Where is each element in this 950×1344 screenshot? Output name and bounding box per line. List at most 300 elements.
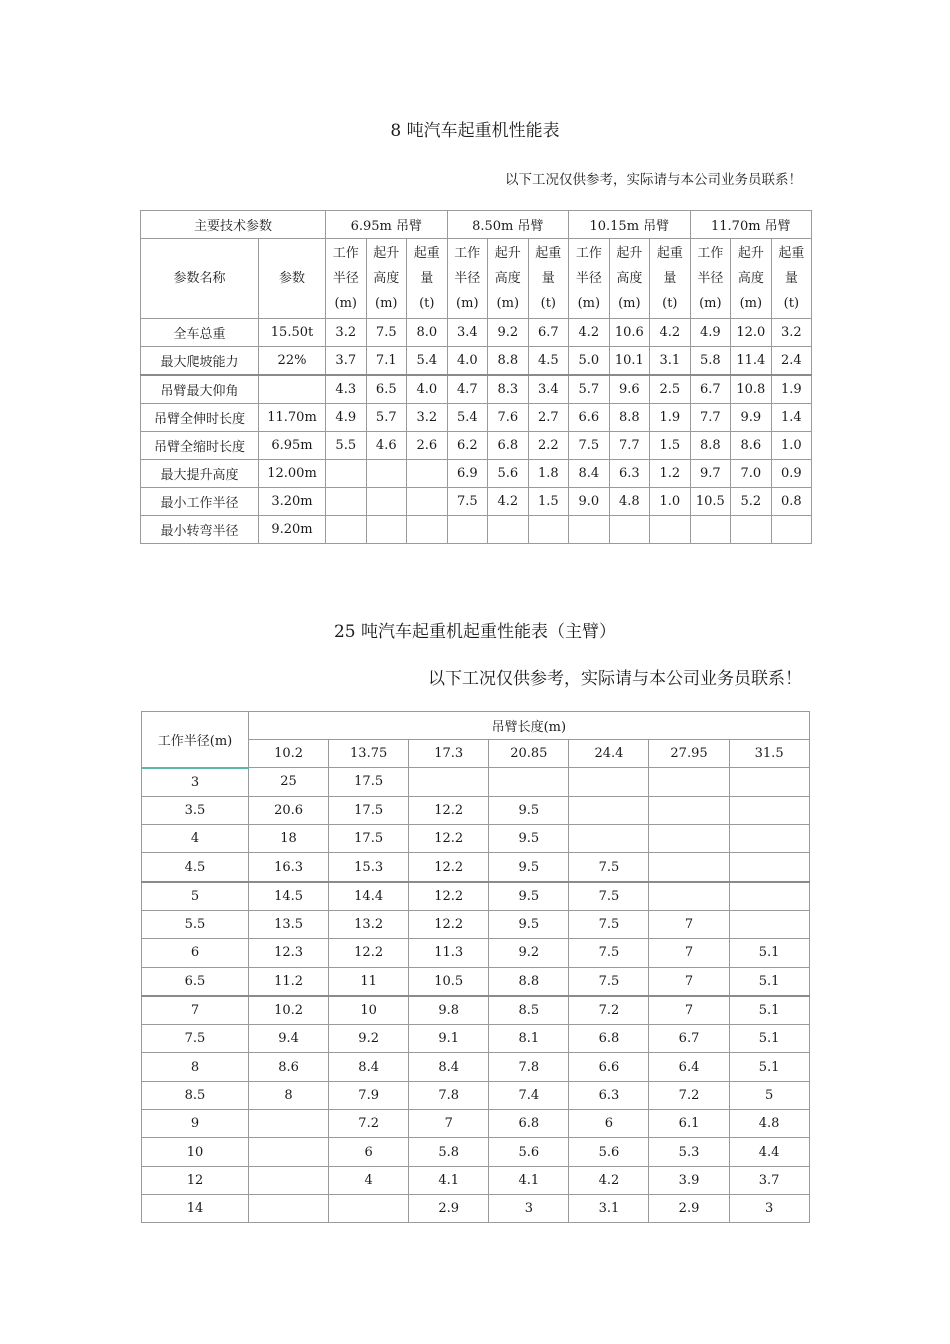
data-cell: 9.9	[731, 404, 772, 432]
data-cell: 2.6	[407, 432, 448, 460]
param-value-cell: 3.20m	[259, 488, 326, 516]
data-cell: 7.6	[488, 404, 529, 432]
radius-cell: 9	[142, 1110, 249, 1138]
data-cell: 4.3	[326, 375, 367, 404]
header-main-params: 主要技术参数	[141, 211, 326, 239]
capacity-cell: 12.2	[329, 939, 409, 967]
data-cell: 8.0	[407, 319, 448, 347]
table-row	[141, 375, 812, 404]
capacity-cell	[329, 1194, 409, 1222]
param-value-cell: 22%	[259, 347, 326, 376]
data-cell: 4.5	[528, 347, 569, 376]
subheader-cell: 工作 半径 (m)	[447, 239, 488, 319]
data-cell: 6.8	[488, 432, 529, 460]
capacity-cell: 2.9	[649, 1194, 729, 1222]
param-name-cell: 吊臂最大仰角	[141, 375, 259, 404]
param-name-cell: 最小转弯半径	[141, 516, 259, 544]
table-row	[142, 1166, 810, 1194]
capacity-cell: 9.5	[489, 882, 569, 911]
header-param-name: 参数名称	[141, 239, 259, 319]
capacity-cell: 13.5	[249, 910, 329, 938]
capacity-cell: 4.1	[489, 1166, 569, 1194]
data-cell	[731, 516, 772, 544]
table-row	[141, 516, 812, 544]
radius-cell: 10	[142, 1138, 249, 1166]
capacity-cell: 14.4	[329, 882, 409, 911]
radius-cell: 6.5	[142, 967, 249, 996]
capacity-cell: 25	[249, 768, 329, 797]
capacity-cell: 5.8	[409, 1138, 489, 1166]
table-row	[142, 825, 810, 853]
header-boom: 10.15m 吊臂	[569, 211, 691, 239]
capacity-cell: 9.2	[489, 939, 569, 967]
capacity-cell: 9.5	[489, 910, 569, 938]
data-cell: 3.2	[771, 319, 812, 347]
data-cell: 4.7	[447, 375, 488, 404]
capacity-cell: 7.5	[569, 882, 649, 911]
capacity-cell	[249, 1110, 329, 1138]
data-cell	[407, 516, 448, 544]
capacity-cell: 7	[409, 1110, 489, 1138]
data-cell: 10.6	[609, 319, 650, 347]
radius-cell: 4	[142, 825, 249, 853]
boom-length-cell: 31.5	[729, 740, 809, 768]
capacity-cell: 8	[249, 1081, 329, 1109]
capacity-cell: 8.5	[489, 996, 569, 1025]
data-cell: 2.5	[650, 375, 691, 404]
capacity-cell: 15.3	[329, 853, 409, 882]
param-value-cell: 12.00m	[259, 460, 326, 488]
data-cell: 1.9	[771, 375, 812, 404]
subheader-cell: 工作 半径 (m)	[690, 239, 731, 319]
capacity-cell: 20.6	[249, 796, 329, 824]
data-cell: 3.2	[407, 404, 448, 432]
radius-cell: 3.5	[142, 796, 249, 824]
data-cell: 4.2	[650, 319, 691, 347]
capacity-cell: 17.5	[329, 768, 409, 797]
data-cell: 6.7	[690, 375, 731, 404]
capacity-cell: 6	[329, 1138, 409, 1166]
table-row	[142, 768, 810, 797]
capacity-cell: 5.1	[729, 967, 809, 996]
data-cell: 6.3	[609, 460, 650, 488]
data-cell: 4.2	[569, 319, 610, 347]
table-row	[142, 939, 810, 967]
radius-cell: 8	[142, 1053, 249, 1081]
param-name-cell: 吊臂全伸时长度	[141, 404, 259, 432]
capacity-cell: 3	[489, 1194, 569, 1222]
data-cell: 10.8	[731, 375, 772, 404]
data-cell: 7.7	[609, 432, 650, 460]
data-cell: 7.7	[690, 404, 731, 432]
table-row	[141, 347, 812, 376]
data-cell	[407, 488, 448, 516]
capacity-cell: 7.2	[649, 1081, 729, 1109]
data-cell	[650, 516, 691, 544]
capacity-cell	[649, 796, 729, 824]
capacity-cell: 10.5	[409, 967, 489, 996]
data-cell: 5.6	[488, 460, 529, 488]
subheader-cell: 起重 量 (t)	[650, 239, 691, 319]
data-cell	[447, 516, 488, 544]
data-cell: 6.9	[447, 460, 488, 488]
capacity-cell: 8.6	[249, 1053, 329, 1081]
data-cell: 9.2	[488, 319, 529, 347]
data-cell: 4.0	[447, 347, 488, 376]
param-value-cell: 6.95m	[259, 432, 326, 460]
capacity-cell: 4.1	[409, 1166, 489, 1194]
data-cell: 9.7	[690, 460, 731, 488]
capacity-cell: 12.3	[249, 939, 329, 967]
data-cell	[407, 460, 448, 488]
data-cell: 1.2	[650, 460, 691, 488]
capacity-cell: 16.3	[249, 853, 329, 882]
capacity-cell	[729, 882, 809, 911]
data-cell: 6.6	[569, 404, 610, 432]
data-cell	[609, 516, 650, 544]
capacity-cell	[569, 796, 649, 824]
table-row	[142, 967, 810, 996]
data-cell: 5.8	[690, 347, 731, 376]
data-cell: 2.2	[528, 432, 569, 460]
data-cell: 8.8	[609, 404, 650, 432]
capacity-cell: 6.8	[569, 1025, 649, 1053]
table1-subheader-row	[141, 239, 812, 319]
data-cell: 8.6	[731, 432, 772, 460]
capacity-cell: 5.1	[729, 996, 809, 1025]
data-cell	[690, 516, 731, 544]
subheader-cell: 起升 高度 (m)	[609, 239, 650, 319]
capacity-cell: 5.1	[729, 939, 809, 967]
capacity-cell: 5.6	[569, 1138, 649, 1166]
capacity-cell: 10.2	[249, 996, 329, 1025]
data-cell: 7.5	[366, 319, 407, 347]
capacity-cell: 7.8	[489, 1053, 569, 1081]
crane-25t-performance-table	[141, 711, 810, 1223]
table-row	[141, 319, 812, 347]
data-cell: 3.4	[528, 375, 569, 404]
capacity-cell: 4.8	[729, 1110, 809, 1138]
capacity-cell: 6.7	[649, 1025, 729, 1053]
data-cell: 1.4	[771, 404, 812, 432]
capacity-cell: 5.1	[729, 1025, 809, 1053]
boom-length-cell: 20.85	[489, 740, 569, 768]
radius-cell: 14	[142, 1194, 249, 1222]
capacity-cell	[649, 825, 729, 853]
capacity-cell: 7.5	[569, 853, 649, 882]
data-cell: 1.8	[528, 460, 569, 488]
capacity-cell: 12.2	[409, 796, 489, 824]
capacity-cell: 6.4	[649, 1053, 729, 1081]
capacity-cell: 14.5	[249, 882, 329, 911]
data-cell: 7.5	[447, 488, 488, 516]
capacity-cell: 8.1	[489, 1025, 569, 1053]
capacity-cell	[489, 768, 569, 797]
capacity-cell: 5	[729, 1081, 809, 1109]
capacity-cell: 12.2	[409, 882, 489, 911]
data-cell: 8.8	[690, 432, 731, 460]
capacity-cell: 7	[649, 910, 729, 938]
data-cell: 0.8	[771, 488, 812, 516]
data-cell: 6.7	[528, 319, 569, 347]
data-cell	[569, 516, 610, 544]
capacity-cell: 7.2	[569, 996, 649, 1025]
param-name-cell: 最大提升高度	[141, 460, 259, 488]
data-cell: 3.2	[326, 319, 367, 347]
capacity-cell	[649, 882, 729, 911]
param-value-cell: 9.20m	[259, 516, 326, 544]
capacity-cell: 6	[569, 1110, 649, 1138]
capacity-cell	[569, 825, 649, 853]
subheader-cell: 起重 量 (t)	[528, 239, 569, 319]
subheader-cell: 工作 半径 (m)	[326, 239, 367, 319]
param-name-cell: 最小工作半径	[141, 488, 259, 516]
capacity-cell	[569, 768, 649, 797]
capacity-cell: 3.9	[649, 1166, 729, 1194]
header-boom: 6.95m 吊臂	[326, 211, 448, 239]
data-cell	[326, 460, 367, 488]
param-name-cell: 最大爬坡能力	[141, 347, 259, 376]
data-cell: 6.2	[447, 432, 488, 460]
radius-cell: 7.5	[142, 1025, 249, 1053]
capacity-cell: 9.5	[489, 796, 569, 824]
capacity-cell: 11.2	[249, 967, 329, 996]
header-boom: 8.50m 吊臂	[447, 211, 569, 239]
capacity-cell: 17.5	[329, 825, 409, 853]
subheader-cell: 起升 高度 (m)	[366, 239, 407, 319]
capacity-cell: 7.2	[329, 1110, 409, 1138]
capacity-cell: 6.6	[569, 1053, 649, 1081]
param-name-cell: 全车总重	[141, 319, 259, 347]
table-row	[141, 432, 812, 460]
radius-cell: 5.5	[142, 910, 249, 938]
data-cell	[366, 516, 407, 544]
table-row	[141, 460, 812, 488]
data-cell: 8.8	[488, 347, 529, 376]
data-cell: 10.1	[609, 347, 650, 376]
radius-cell: 4.5	[142, 853, 249, 882]
data-cell: 5.0	[569, 347, 610, 376]
data-cell: 12.0	[731, 319, 772, 347]
subheader-cell: 起升 高度 (m)	[731, 239, 772, 319]
param-name-cell: 吊臂全缩时长度	[141, 432, 259, 460]
data-cell: 0.9	[771, 460, 812, 488]
header-boom: 11.70m 吊臂	[690, 211, 812, 239]
data-cell: 8.4	[569, 460, 610, 488]
subheader-cell: 起重 量 (t)	[771, 239, 812, 319]
data-cell: 1.0	[650, 488, 691, 516]
table-row	[141, 488, 812, 516]
radius-cell: 3	[142, 768, 249, 797]
subheader-cell: 工作 半径 (m)	[569, 239, 610, 319]
capacity-cell: 6.1	[649, 1110, 729, 1138]
capacity-cell	[649, 768, 729, 797]
capacity-cell: 9.5	[489, 853, 569, 882]
table-row	[142, 996, 810, 1025]
data-cell: 7.0	[731, 460, 772, 488]
param-value-cell	[259, 375, 326, 404]
capacity-cell: 12.2	[409, 910, 489, 938]
capacity-cell	[729, 910, 809, 938]
capacity-cell: 9.4	[249, 1025, 329, 1053]
data-cell: 4.9	[326, 404, 367, 432]
capacity-cell: 13.2	[329, 910, 409, 938]
data-cell: 4.2	[488, 488, 529, 516]
data-cell: 10.5	[690, 488, 731, 516]
table-row	[142, 1053, 810, 1081]
capacity-cell: 8.4	[329, 1053, 409, 1081]
data-cell: 1.5	[528, 488, 569, 516]
data-cell: 1.5	[650, 432, 691, 460]
table-row	[142, 1081, 810, 1109]
capacity-cell: 3.7	[729, 1166, 809, 1194]
data-cell: 4.8	[609, 488, 650, 516]
capacity-cell: 6.3	[569, 1081, 649, 1109]
data-cell: 9.0	[569, 488, 610, 516]
capacity-cell: 9.8	[409, 996, 489, 1025]
table1-title: 8 吨汽车起重机性能表	[390, 121, 560, 141]
data-cell: 1.0	[771, 432, 812, 460]
data-cell: 3.1	[650, 347, 691, 376]
capacity-cell: 4	[329, 1166, 409, 1194]
capacity-cell	[729, 796, 809, 824]
boom-length-cell: 13.75	[329, 740, 409, 768]
data-cell: 7.5	[569, 432, 610, 460]
table2-note: 以下工况仅供参考，实际请与本公司业务员联系！	[428, 669, 802, 689]
data-cell: 4.9	[690, 319, 731, 347]
boom-length-cell: 10.2	[249, 740, 329, 768]
data-cell	[326, 516, 367, 544]
capacity-cell	[729, 825, 809, 853]
capacity-cell: 9.1	[409, 1025, 489, 1053]
data-cell: 5.7	[366, 404, 407, 432]
capacity-cell: 5.6	[489, 1138, 569, 1166]
data-cell: 9.6	[609, 375, 650, 404]
radius-cell: 6	[142, 939, 249, 967]
capacity-cell: 7.4	[489, 1081, 569, 1109]
radius-cell: 12	[142, 1166, 249, 1194]
table2-header-row	[142, 712, 810, 740]
capacity-cell	[729, 853, 809, 882]
capacity-cell: 7.5	[569, 910, 649, 938]
table-row	[142, 796, 810, 824]
capacity-cell: 7	[649, 939, 729, 967]
data-cell: 4.0	[407, 375, 448, 404]
capacity-cell	[649, 853, 729, 882]
radius-cell: 7	[142, 996, 249, 1025]
param-value-cell: 11.70m	[259, 404, 326, 432]
data-cell: 5.7	[569, 375, 610, 404]
data-cell	[366, 488, 407, 516]
data-cell: 8.3	[488, 375, 529, 404]
data-cell	[528, 516, 569, 544]
table-row	[142, 1025, 810, 1053]
radius-cell: 5	[142, 882, 249, 911]
capacity-cell: 10	[329, 996, 409, 1025]
capacity-cell: 4.2	[569, 1166, 649, 1194]
capacity-cell: 6.8	[489, 1110, 569, 1138]
data-cell: 1.9	[650, 404, 691, 432]
capacity-cell: 7.5	[569, 967, 649, 996]
data-cell	[366, 460, 407, 488]
subheader-cell: 起升 高度 (m)	[488, 239, 529, 319]
capacity-cell: 8.8	[489, 967, 569, 996]
capacity-cell: 18	[249, 825, 329, 853]
boom-length-cell: 17.3	[409, 740, 489, 768]
capacity-cell: 11.3	[409, 939, 489, 967]
capacity-cell: 8.4	[409, 1053, 489, 1081]
data-cell: 5.2	[731, 488, 772, 516]
table2-title: 25 吨汽车起重机起重性能表（主臂）	[333, 622, 617, 642]
capacity-cell: 3.1	[569, 1194, 649, 1222]
data-cell: 2.7	[528, 404, 569, 432]
capacity-cell: 7.9	[329, 1081, 409, 1109]
header-working-radius: 工作半径(m)	[142, 712, 249, 768]
table-row	[142, 882, 810, 911]
boom-length-cell: 24.4	[569, 740, 649, 768]
capacity-cell	[249, 1166, 329, 1194]
capacity-cell	[729, 768, 809, 797]
table-row	[142, 1110, 810, 1138]
capacity-cell: 7.5	[569, 939, 649, 967]
capacity-cell: 5.3	[649, 1138, 729, 1166]
capacity-cell	[249, 1138, 329, 1166]
table-row	[141, 404, 812, 432]
data-cell: 5.5	[326, 432, 367, 460]
data-cell: 3.7	[326, 347, 367, 376]
data-cell: 5.4	[447, 404, 488, 432]
data-cell: 6.5	[366, 375, 407, 404]
table-row	[142, 910, 810, 938]
boom-length-cell: 27.95	[649, 740, 729, 768]
capacity-cell: 9.2	[329, 1025, 409, 1053]
table1-header-row	[141, 211, 812, 239]
capacity-cell: 4.4	[729, 1138, 809, 1166]
data-cell	[488, 516, 529, 544]
header-param-value: 参数	[259, 239, 326, 319]
table-row	[142, 1194, 810, 1222]
capacity-cell	[249, 1194, 329, 1222]
data-cell: 5.4	[407, 347, 448, 376]
data-cell: 4.6	[366, 432, 407, 460]
capacity-cell: 11	[329, 967, 409, 996]
data-cell: 2.4	[771, 347, 812, 376]
table-row	[142, 853, 810, 882]
capacity-cell: 2.9	[409, 1194, 489, 1222]
capacity-cell: 17.5	[329, 796, 409, 824]
data-cell: 7.1	[366, 347, 407, 376]
data-cell: 11.4	[731, 347, 772, 376]
header-boom-length: 吊臂长度(m)	[249, 712, 810, 740]
capacity-cell: 9.5	[489, 825, 569, 853]
capacity-cell: 7	[649, 996, 729, 1025]
subheader-cell: 起重 量 (t)	[407, 239, 448, 319]
data-cell	[771, 516, 812, 544]
capacity-cell: 7.8	[409, 1081, 489, 1109]
crane-8t-performance-table	[140, 210, 812, 544]
capacity-cell: 12.2	[409, 825, 489, 853]
radius-cell: 8.5	[142, 1081, 249, 1109]
data-cell	[326, 488, 367, 516]
param-value-cell: 15.50t	[259, 319, 326, 347]
table1-note: 以下工况仅供参考，实际请与本公司业务员联系！	[505, 172, 802, 188]
capacity-cell: 7	[649, 967, 729, 996]
capacity-cell: 5.1	[729, 1053, 809, 1081]
capacity-cell: 12.2	[409, 853, 489, 882]
data-cell: 3.4	[447, 319, 488, 347]
capacity-cell	[409, 768, 489, 797]
capacity-cell: 3	[729, 1194, 809, 1222]
